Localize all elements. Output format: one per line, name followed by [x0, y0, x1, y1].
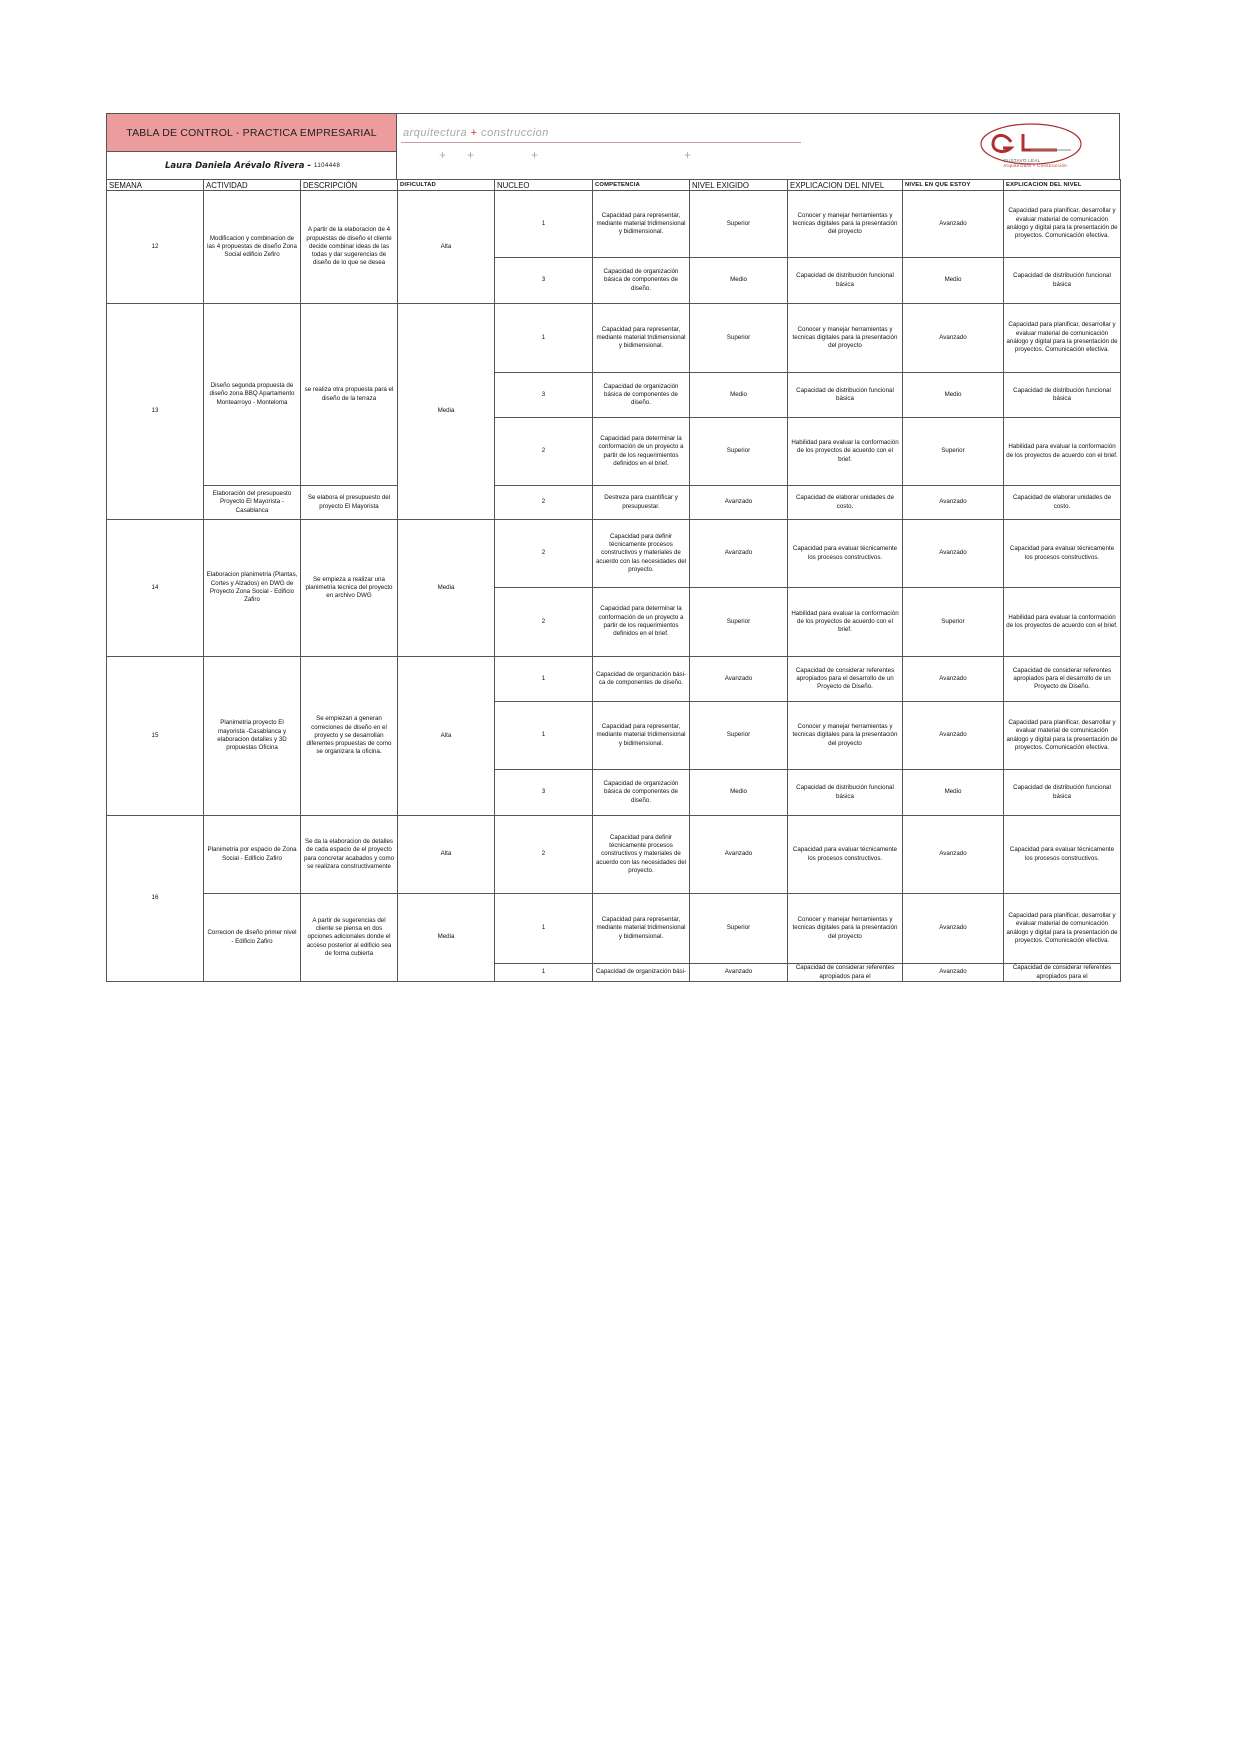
- cell-explicacion: Habilidad para evaluar la conformación de los proyectos de acuerdo con el brief.: [788, 588, 903, 657]
- cell-nivel-exigido: Medio: [690, 258, 788, 304]
- cell-descripcion: se realiza otra propuesta para el diseño de la terraza: [301, 304, 398, 486]
- brand-banner: [399, 114, 1119, 180]
- brand-plus: +: [470, 127, 478, 139]
- brand-rule: [401, 142, 801, 143]
- col-competencia: COMPETENCIA: [593, 180, 690, 191]
- sheet-title: TABLA DE CONTROL - PRACTICA EMPRESARIAL: [126, 126, 377, 139]
- cell-nivel-exigido: Avanzado: [690, 486, 788, 520]
- cell-semana: 16: [107, 816, 204, 982]
- cell-competencia: Capacidad para definir técnicamente procesos constructivos y materiales de acuerdo con las necesidades del proyecto.: [593, 520, 690, 588]
- cell-nivel-estoy: Avanzado: [903, 486, 1004, 520]
- cell-explicacion-2: Capacidad para planificar, desarrollar y evaluar material de comunicación análogo y digital para la presentación de proyectos. Comunicación efectiva.: [1004, 702, 1121, 770]
- cell-competencia: Capacidad de organización básica de componentes de diseño.: [593, 770, 690, 816]
- cell-competencia: Destreza para cuantificar y presupuestar.: [593, 486, 690, 520]
- col-actividad: ACTIVIDAD: [204, 180, 301, 191]
- table-row: [107, 191, 1121, 258]
- cell-explicacion: Capacidad para evaluar técnicamente los procesos constructivos.: [788, 816, 903, 894]
- table-row: [107, 304, 1121, 373]
- cell-competencia: Capacidad para representar, mediante material tridimensional y bidimensional.: [593, 304, 690, 373]
- cell-explicacion: Conocer y manejar herramientas y tecnicas digitales para la presentación del proyecto: [788, 894, 903, 964]
- cell-explicacion-2: Capacidad para planificar, desarrollar y evaluar material de comunicación análogo y digital para la presentación de proyectos. Comunicación efectiva.: [1004, 191, 1121, 258]
- cell-actividad: Diseño segunda propuesta de diseño zona BBQ Apartamento Montearroyo - Monteloma: [204, 304, 301, 486]
- table-header-row: [107, 180, 1121, 191]
- table-row: [107, 816, 1121, 894]
- cell-dificultad: Media: [398, 894, 495, 982]
- cell-explicacion-2: Capacidad de distribución funcional básica: [1004, 373, 1121, 418]
- student-name: Laura Daniela Arévalo Rivera -: [165, 161, 311, 171]
- cell-descripcion: Se da la elaboracion de detalles de cada espacio de el proyecto para concretar acabados y como se realizara constructivamente: [301, 816, 398, 894]
- cell-nivel-exigido: Superior: [690, 304, 788, 373]
- cell-nucleo: 1: [495, 657, 593, 702]
- cell-nivel-estoy: Avanzado: [903, 816, 1004, 894]
- cell-semana: 15: [107, 657, 204, 816]
- cell-descripcion: Se empieza a realizar una planimetria tecnica del proyecto en archivo DWG: [301, 520, 398, 657]
- cell-semana: 12: [107, 191, 204, 304]
- cell-explicacion-2: Capacidad para evaluar técnicamente los procesos constructivos.: [1004, 816, 1121, 894]
- cell-competencia: Capacidad para representar, mediante material tridimensional y bidimensional.: [593, 894, 690, 964]
- cell-nucleo: 2: [495, 486, 593, 520]
- title-box: [107, 114, 397, 152]
- cell-explicacion-2: Capacidad de considerar referentes apropiados para el desarrollo de un Proyecto de Diseño.: [1004, 657, 1121, 702]
- cell-nivel-estoy: Medio: [903, 770, 1004, 816]
- cell-competencia: Capacidad de organización básica de componentes de diseño.: [593, 258, 690, 304]
- cell-nivel-exigido: Avanzado: [690, 964, 788, 982]
- cell-nivel-estoy: Medio: [903, 258, 1004, 304]
- cell-explicacion: Conocer y manejar herramientas y tecnicas digitales para la presentación del proyecto: [788, 702, 903, 770]
- cell-nivel-exigido: Medio: [690, 770, 788, 816]
- cross-mark-icon: +: [531, 148, 539, 162]
- cell-nucleo: 2: [495, 816, 593, 894]
- cell-nucleo: 1: [495, 702, 593, 770]
- cell-semana: 14: [107, 520, 204, 657]
- cell-explicacion: Habilidad para evaluar la conformación de los proyectos de acuerdo con el brief.: [788, 418, 903, 486]
- cell-explicacion-2: Habilidad para evaluar la conformación de los proyectos de acuerdo con el brief.: [1004, 588, 1121, 657]
- cell-nivel-exigido: Avanzado: [690, 657, 788, 702]
- cell-nucleo: 3: [495, 258, 593, 304]
- cell-dificultad: Media: [398, 304, 495, 520]
- cell-nivel-estoy: Avanzado: [903, 702, 1004, 770]
- cell-nivel-estoy: Avanzado: [903, 520, 1004, 588]
- cell-nucleo: 2: [495, 520, 593, 588]
- brand-word-right: construccion: [481, 127, 549, 139]
- cell-explicacion-2: Capacidad de distribución funcional básica: [1004, 770, 1121, 816]
- cell-competencia: Capacidad para representar, mediante material tridimensional y bidimensional.: [593, 191, 690, 258]
- cross-mark-icon: +: [684, 148, 692, 162]
- cell-nucleo: 1: [495, 894, 593, 964]
- cell-competencia: Capacidad para representar, mediante material tridimensional y bidimensional.: [593, 702, 690, 770]
- cell-nucleo: 1: [495, 191, 593, 258]
- cell-nivel-estoy: Avanzado: [903, 191, 1004, 258]
- cell-explicacion-2: Capacidad para planificar, desarrollar y evaluar material de comunicación análogo y digital para la presentación de proyectos. Comunicación efectiva.: [1004, 894, 1121, 964]
- cell-competencia: Capacidad de organización básica de componentes de diseño.: [593, 373, 690, 418]
- cell-competencia: Capacidad de organización bási-: [593, 964, 690, 982]
- table-row: [107, 894, 1121, 964]
- col-nivel-estoy: NIVEL EN QUE ESTOY: [903, 180, 1004, 191]
- cell-explicacion: Capacidad de distribución funcional básica: [788, 770, 903, 816]
- cell-nivel-exigido: Superior: [690, 191, 788, 258]
- cell-nivel-exigido: Medio: [690, 373, 788, 418]
- cell-dificultad: Alta: [398, 191, 495, 304]
- cross-mark-icon: +: [467, 148, 475, 162]
- cell-semana: 13: [107, 304, 204, 520]
- logo-name: GUSTAVO LEAL: [1003, 158, 1041, 163]
- cell-actividad: Planimetria por espacio de Zona Social - Edificio Zafiro: [204, 816, 301, 894]
- brand-wordmark: [403, 127, 549, 139]
- cell-explicacion-2: Habilidad para evaluar la conformación de los proyectos de acuerdo con el brief.: [1004, 418, 1121, 486]
- student-id: 1104448: [313, 163, 341, 169]
- cell-competencia: Capacidad para determinar la conformación de un proyecto a partir de los requerimientos definidos en el brief.: [593, 588, 690, 657]
- cell-dificultad: Media: [398, 520, 495, 657]
- cell-nivel-estoy: Avanzado: [903, 894, 1004, 964]
- cell-descripcion: A partir de la elaboracion de 4 propuestas de diseño el cliente decide combinar ideas de las todas y dar sugerencias de diseño de lo que se desea: [301, 191, 398, 304]
- col-descripcion: DESCRIPCIÓN: [301, 180, 398, 191]
- cell-explicacion: Capacidad de distribución funcional básica: [788, 258, 903, 304]
- cell-competencia: Capacidad de organización bási- ca de componentes de diseño.: [593, 657, 690, 702]
- cell-nucleo: 2: [495, 588, 593, 657]
- cell-nivel-exigido: Avanzado: [690, 520, 788, 588]
- cell-descripcion: Se elabora el presupuesto del proyecto El Mayorista: [301, 486, 398, 520]
- cell-explicacion: Capacidad de considerar referentes apropiados para el desarrollo de un Proyecto de Diseño.: [788, 657, 903, 702]
- cross-mark-icon: +: [439, 148, 447, 162]
- cell-descripcion: Se empiezan a generan correciones de diseño en el proyecto y se desarrollan diferentes propuestas de como se organizara la oficina.: [301, 657, 398, 816]
- cell-explicacion: Conocer y manejar herramientas y tecnicas digitales para la presentación del proyecto: [788, 304, 903, 373]
- cell-actividad: Elaboración del presupuesto Proyecto El Mayorista - Casablanca: [204, 486, 301, 520]
- cell-explicacion-2: Capacidad de elaborar unidades de costo.: [1004, 486, 1121, 520]
- cell-nivel-exigido: Superior: [690, 702, 788, 770]
- cell-explicacion: Conocer y manejar herramientas y tecnicas digitales para la presentación del proyecto: [788, 191, 903, 258]
- cell-nivel-estoy: Superior: [903, 588, 1004, 657]
- cell-actividad: Correcion de diseño primer nivel - Edificio Zafiro: [204, 894, 301, 982]
- cell-actividad: Planimetria proyecto El mayorista -Casablanca y elaboracion detalles y 3D propuestas Oficina: [204, 657, 301, 816]
- logo-caption: [1003, 158, 1067, 168]
- logo-subtitle: Arquitectura + Construcción: [1003, 163, 1067, 168]
- cell-nucleo: 1: [495, 304, 593, 373]
- cell-dificultad: Alta: [398, 657, 495, 816]
- cell-actividad: Modificacion y combinacion de las 4 propuestas de diseño Zona Social edificio Zefiro: [204, 191, 301, 304]
- cell-nucleo: 3: [495, 770, 593, 816]
- control-table: [106, 179, 1121, 982]
- cell-explicacion: Capacidad de distribución funcional básica: [788, 373, 903, 418]
- cell-nucleo: 3: [495, 373, 593, 418]
- cell-nivel-estoy: Avanzado: [903, 964, 1004, 982]
- cell-dificultad: Alta: [398, 816, 495, 894]
- cell-explicacion-2: Capacidad de distribución funcional básica: [1004, 258, 1121, 304]
- cell-explicacion: Capacidad para evaluar técnicamente los procesos constructivos.: [788, 520, 903, 588]
- table-row: [107, 486, 1121, 520]
- cell-explicacion-2: Capacidad de considerar referentes apropiados para el: [1004, 964, 1121, 982]
- cell-explicacion: Capacidad de elaborar unidades de costo.: [788, 486, 903, 520]
- cell-competencia: Capacidad para definir técnicamente procesos constructivos y materiales de acuerdo con las necesidades del proyecto.: [593, 816, 690, 894]
- cell-nucleo: 1: [495, 964, 593, 982]
- brand-word-left: arquitectura: [403, 127, 468, 139]
- cell-nivel-exigido: Superior: [690, 418, 788, 486]
- table-row: [107, 657, 1121, 702]
- cell-descripcion: A partir de sugerencias del cliente se piensa en dos opciones adicionales donde el acceso posterior al edificio sea de forma cubierta: [301, 894, 398, 982]
- cell-nucleo: 2: [495, 418, 593, 486]
- col-dificultad: DIFICULTAD: [398, 180, 495, 191]
- col-explicacion-nivel: EXPLICACION DEL NIVEL: [788, 180, 903, 191]
- col-nivel-exigido: NIVEL EXIGIDO: [690, 180, 788, 191]
- cell-nivel-estoy: Avanzado: [903, 657, 1004, 702]
- cell-explicacion: Capacidad de considerar referentes apropiados para el: [788, 964, 903, 982]
- col-nucleo: NUCLEO: [495, 180, 593, 191]
- cell-nivel-exigido: Superior: [690, 894, 788, 964]
- cell-nivel-estoy: Superior: [903, 418, 1004, 486]
- student-box: [107, 152, 397, 180]
- cell-competencia: Capacidad para determinar la conformación de un proyecto a partir de los requerimientos definidos en el brief.: [593, 418, 690, 486]
- cell-nivel-exigido: Superior: [690, 588, 788, 657]
- cell-nivel-estoy: Medio: [903, 373, 1004, 418]
- col-explicacion-nivel-2: EXPLICACION DEL NIVEL: [1004, 180, 1121, 191]
- cell-actividad: Elaboracion planimetria (Plantas, Cortes y Alzados) en DWG de Proyecto Zona Social - Edificio Zafiro: [204, 520, 301, 657]
- cell-explicacion-2: Capacidad para evaluar técnicamente los procesos constructivos.: [1004, 520, 1121, 588]
- cell-nivel-exigido: Avanzado: [690, 816, 788, 894]
- cell-nivel-estoy: Avanzado: [903, 304, 1004, 373]
- col-semana: SEMANA: [107, 180, 204, 191]
- table-row: [107, 520, 1121, 588]
- cell-explicacion-2: Capacidad para planificar, desarrollar y evaluar material de comunicación análogo y digital para la presentación de proyectos. Comunicación efectiva.: [1004, 304, 1121, 373]
- sheet-header: [106, 113, 1120, 179]
- control-sheet: [106, 113, 1120, 982]
